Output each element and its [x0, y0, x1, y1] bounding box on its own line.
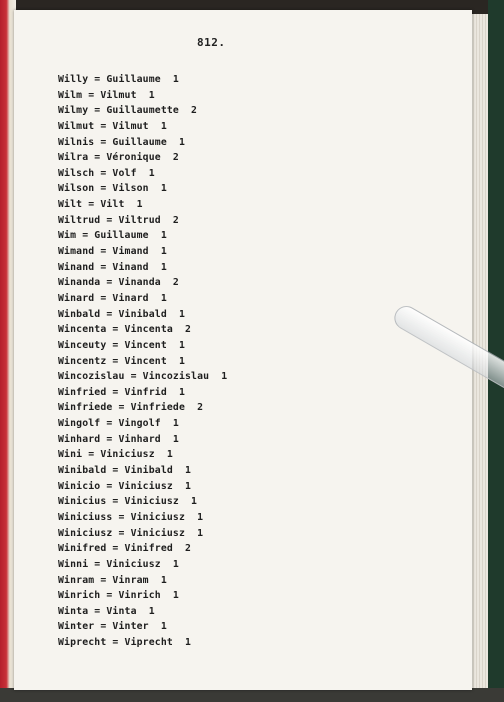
list-item: Wincozislau = Vincozislau 1 — [58, 371, 228, 383]
list-item: Winiciusz = Viniciusz 1 — [58, 527, 204, 539]
list-item: Wilm = Vilmut 1 — [58, 89, 155, 101]
list-item: Winand = Vinand 1 — [58, 261, 167, 273]
list-item: Winta = Vinta 1 — [58, 605, 155, 617]
list-item: Wilnis = Guillaume 1 — [58, 136, 186, 148]
list-item: Wimand = Vimand 1 — [58, 246, 167, 258]
list-item: Winhard = Vinhard 1 — [58, 433, 179, 445]
list-item: Wilra = Véronique 2 — [58, 152, 179, 164]
list-item: Wilmut = Vilmut 1 — [58, 120, 167, 132]
list-item: Winter = Vinter 1 — [58, 621, 167, 633]
list-item: Wilsch = Volf 1 — [58, 167, 155, 179]
book-cover-right-edge — [488, 0, 504, 702]
list-item: Winram = Vinram 1 — [58, 574, 167, 586]
list-item: Winfriede = Vinfriede 2 — [58, 402, 204, 414]
list-item: Winicius = Viniciusz 1 — [58, 496, 198, 508]
list-item: Winni = Viniciusz 1 — [58, 558, 179, 570]
list-item: Wiprecht = Viprecht 1 — [58, 637, 192, 649]
page-number: 812. — [197, 36, 226, 49]
book-bottom-edge — [0, 688, 504, 702]
list-item: Wim = Guillaume 1 — [58, 230, 167, 242]
name-list — [58, 72, 227, 651]
list-item: Winrich = Vinrich 1 — [58, 590, 179, 602]
list-item: Winiciuss = Viniciusz 1 — [58, 511, 204, 523]
list-item: Willy = Guillaume 1 — [58, 74, 179, 85]
list-item: Wincentz = Vincent 1 — [58, 355, 186, 367]
list-item: Winceuty = Vincent 1 — [58, 339, 186, 351]
list-item: Wincenta = Vincenta 2 — [58, 324, 192, 336]
list-item: Wilmy = Guillaumette 2 — [58, 105, 198, 117]
list-item: Winifred = Vinifred 2 — [58, 543, 192, 555]
list-item: Wilson = Vilson 1 — [58, 183, 167, 195]
list-item: Winibald = Vinibald 1 — [58, 465, 192, 477]
list-item: Winbald = Vinibald 1 — [58, 308, 186, 320]
list-item: Wini = Viniciusz 1 — [58, 449, 173, 461]
list-item: Wiltrud = Viltrud 2 — [58, 214, 179, 226]
list-item: Winard = Vinard 1 — [58, 292, 167, 304]
list-item: Winfried = Vinfrid 1 — [58, 386, 186, 398]
list-item: Wilt = Vilt 1 — [58, 199, 143, 211]
list-item: Wingolf = Vingolf 1 — [58, 418, 179, 430]
list-item: Winicio = Viniciusz 1 — [58, 480, 192, 492]
list-item: Winanda = Vinanda 2 — [58, 277, 179, 289]
